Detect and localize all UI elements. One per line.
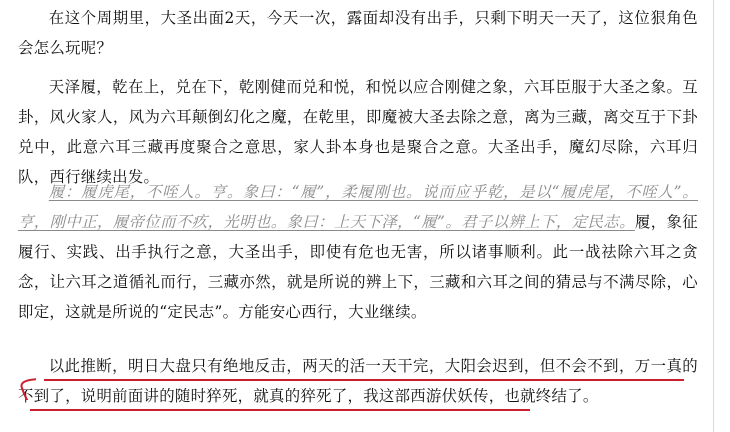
commentary-text: 履，象征履行、实践、出手执行之意，大圣出手，即使有危也无害，所以诸事顺利。此一战祛除六耳之贪念，让六耳之道循礼而行，三藏亦然，就是所说的辨上下，三藏和六耳之间的猜忌与不满尽除，心即定，这就是所说的“定民志”。方能安心西行，大业继续。 (18, 213, 698, 321)
red-underline-curve (16, 376, 36, 400)
paragraph-4: 以此推断，明日大盘只有绝地反击，两天的活一天干完，大阳会迟到，但不会不到，万一真的不到了，说明前面讲的随时猝死，就真的猝死了，我这部西游伏妖传，也就终结了。 (18, 357, 698, 405)
paragraph-2: 天泽履，乾在上，兑在下，乾刚健而兑和悦，和悦以应合刚健之象，六耳臣服于大圣之象。互卦，风火家人，风为六耳颠倒幻化之魔，在乾里，即魔被大圣去除之意，离为三藏，离交互于下卦兑中，此意六耳三藏再度聚合之意思，家人卦本身也是聚合之意。大圣出手，魔幻尽除，六耳归队，西行继续出发。 (18, 78, 698, 186)
red-underline-1 (44, 379, 684, 381)
red-underline-2 (30, 409, 530, 411)
paragraph-1: 在这个周期里，大圣出面2天，今天一次，露面却没有出手，只剩下明天一天了，这位狠角色会怎么玩呢？ (18, 9, 698, 57)
page-border (713, 0, 714, 432)
quote-text: 履：履虎尾，不咥人。亨。象曰：“履”，柔履刚也。说而应乎乾，是以“履虎尾，不咥人”。亨，刚中正，履帝位而不疚，光明也。象曰：上天下泽，“履”。君子以辨上下，定民志。 (18, 183, 698, 231)
paragraph-3 (18, 177, 698, 327)
